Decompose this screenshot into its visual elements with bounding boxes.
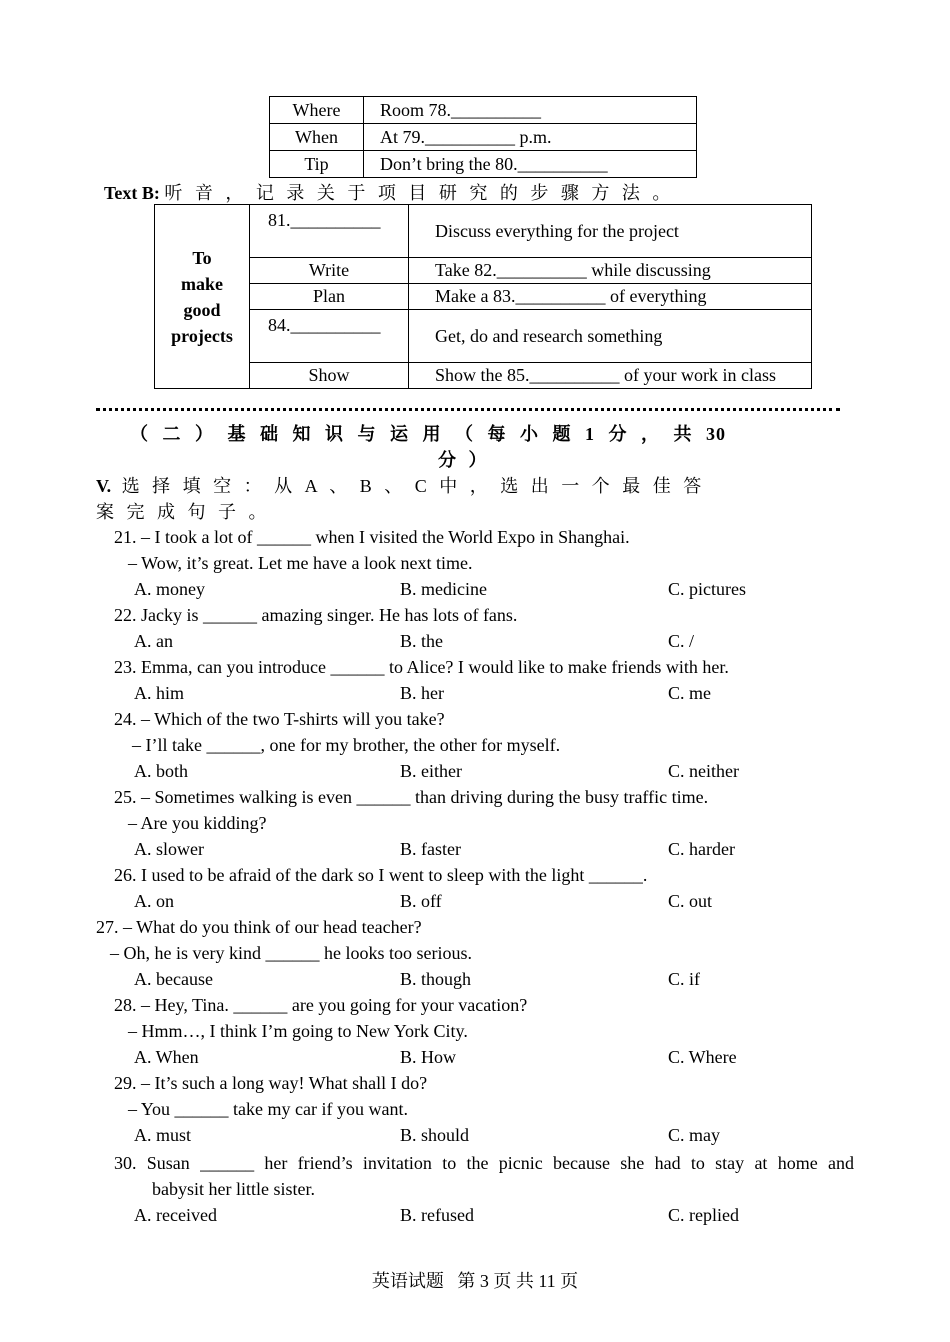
text-b-label: Text B:: [104, 183, 160, 203]
option-a: A. him: [134, 683, 185, 703]
option-b: B. should: [400, 1125, 470, 1145]
table-cell-key: Where: [270, 97, 364, 124]
step-cell: 81.__________: [250, 205, 409, 258]
table-row: [270, 97, 697, 124]
step-cell: Write: [250, 258, 409, 284]
option-b: B. refused: [400, 1205, 474, 1225]
question-line: – Hmm…, I think I’m going to New York City.: [128, 1021, 468, 1041]
page-footer: 英语试题 第 3 页 共 11 页: [371, 1271, 579, 1291]
option-c: C. may: [668, 1125, 720, 1145]
section-two-heading: [130, 420, 726, 446]
side-label-line: projects: [171, 325, 233, 346]
desc-cell: Discuss everything for the project: [409, 205, 812, 258]
table-row: [155, 363, 812, 389]
option-c: C. if: [668, 969, 701, 989]
option-b: B. medicine: [400, 579, 487, 599]
step-cell: 84.__________: [250, 310, 409, 363]
dotted-divider: [96, 408, 840, 411]
side-label-line: make: [181, 273, 223, 294]
desc-cell: Take 82.__________ while discussing: [409, 258, 812, 284]
table-cell-value: At 79.__________ p.m.: [364, 124, 697, 151]
section-v-heading-cont: [96, 498, 268, 524]
option-b: B. either: [400, 761, 462, 781]
section-v-heading: [96, 472, 702, 498]
option-a: A. on: [134, 891, 174, 911]
option-c: C. /: [668, 631, 695, 651]
info-table: [269, 96, 697, 178]
table-row: [155, 310, 812, 363]
side-label-line: To: [192, 247, 212, 268]
question-line: – I’ll take ______, one for my brother, the other for myself.: [132, 735, 561, 755]
question-line: 28. – Hey, Tina. ______ are you going for your vacation?: [114, 995, 528, 1015]
desc-cell: Get, do and research something: [409, 310, 812, 363]
option-a: A. both: [134, 761, 188, 781]
table-cell-value: Room 78.__________: [364, 97, 697, 124]
option-a: A. because: [134, 969, 213, 989]
table-row: [270, 124, 697, 151]
option-c: C. me: [668, 683, 711, 703]
section-two-line2: 分 ）: [438, 450, 487, 470]
option-b: B. though: [400, 969, 472, 989]
question-line: 30. Susan ______ her friend’s invitation to the picnic because she had to stay at home and: [114, 1153, 854, 1173]
option-a: A. money: [134, 579, 205, 599]
table-row: [270, 151, 697, 178]
option-b: B. How: [400, 1047, 457, 1067]
option-b: B. her: [400, 683, 444, 703]
question-line: 23. Emma, can you introduce ______ to Alice? I would like to make friends with her.: [114, 657, 729, 677]
option-c: C. Where: [668, 1047, 737, 1067]
steps-table: [154, 204, 812, 389]
option-a: A. slower: [134, 839, 204, 859]
step-cell: Show: [250, 363, 409, 389]
option-a: A. an: [134, 631, 173, 651]
desc-cell: Make a 83.__________ of everything: [409, 284, 812, 310]
option-a: A. When: [134, 1047, 199, 1067]
option-c: C. pictures: [668, 579, 746, 599]
question-line: 21. – I took a lot of ______ when I visited the World Expo in Shanghai.: [114, 527, 630, 547]
section-v-line2: 案 完 成 句 子 。: [96, 502, 268, 522]
section-v-line1: 选 择 填 空 ： 从 A 、 B 、 C 中 ， 选 出 一 个 最 佳 答: [121, 476, 703, 496]
table-row: [155, 258, 812, 284]
table-row: [155, 284, 812, 310]
question-line: – You ______ take my car if you want.: [128, 1099, 408, 1119]
question-line: – Are you kidding?: [128, 813, 267, 833]
question-line: babysit her little sister.: [152, 1179, 315, 1199]
option-a: A. received: [134, 1205, 217, 1225]
option-b: B. the: [400, 631, 443, 651]
side-label-cell: [155, 205, 250, 389]
option-c: C. replied: [668, 1205, 739, 1225]
text-b-heading: [104, 179, 671, 205]
option-c: C. neither: [668, 761, 739, 781]
question-line: 22. Jacky is ______ amazing singer. He has lots of fans.: [114, 605, 518, 625]
table-cell-key: Tip: [270, 151, 364, 178]
desc-cell: Show the 85.__________ of your work in class: [409, 363, 812, 389]
text-b-instruction: 听 音 ， 记 录 关 于 项 目 研 究 的 步 骤 方 法 。: [164, 183, 672, 203]
option-c: C. out: [668, 891, 713, 911]
option-b: B. faster: [400, 839, 461, 859]
option-a: A. must: [134, 1125, 192, 1145]
question-line: 27. – What do you think of our head teacher?: [96, 917, 422, 937]
question-line: – Oh, he is very kind ______ he looks too serious.: [110, 943, 472, 963]
section-two-line1: （ 二 ） 基 础 知 识 与 运 用 （ 每 小 题 1 分 ， 共 30: [130, 424, 726, 444]
option-b: B. off: [400, 891, 442, 911]
question-line: 26. I used to be afraid of the dark so I went to sleep with the light ______.: [114, 865, 648, 885]
section-v-label: V.: [96, 476, 112, 496]
question-line: 25. – Sometimes walking is even ______ than driving during the busy traffic time.: [114, 787, 709, 807]
section-two-heading-cont: [438, 446, 487, 472]
question-line: 24. – Which of the two T-shirts will you take?: [114, 709, 445, 729]
question-line: 29. – It’s such a long way! What shall I do?: [114, 1073, 428, 1093]
table-row: [155, 205, 812, 258]
step-cell: Plan: [250, 284, 409, 310]
table-cell-value: Don’t bring the 80.__________: [364, 151, 697, 178]
table-cell-key: When: [270, 124, 364, 151]
question-line: – Wow, it’s great. Let me have a look next time.: [128, 553, 473, 573]
option-c: C. harder: [668, 839, 735, 859]
side-label-line: good: [183, 299, 221, 320]
